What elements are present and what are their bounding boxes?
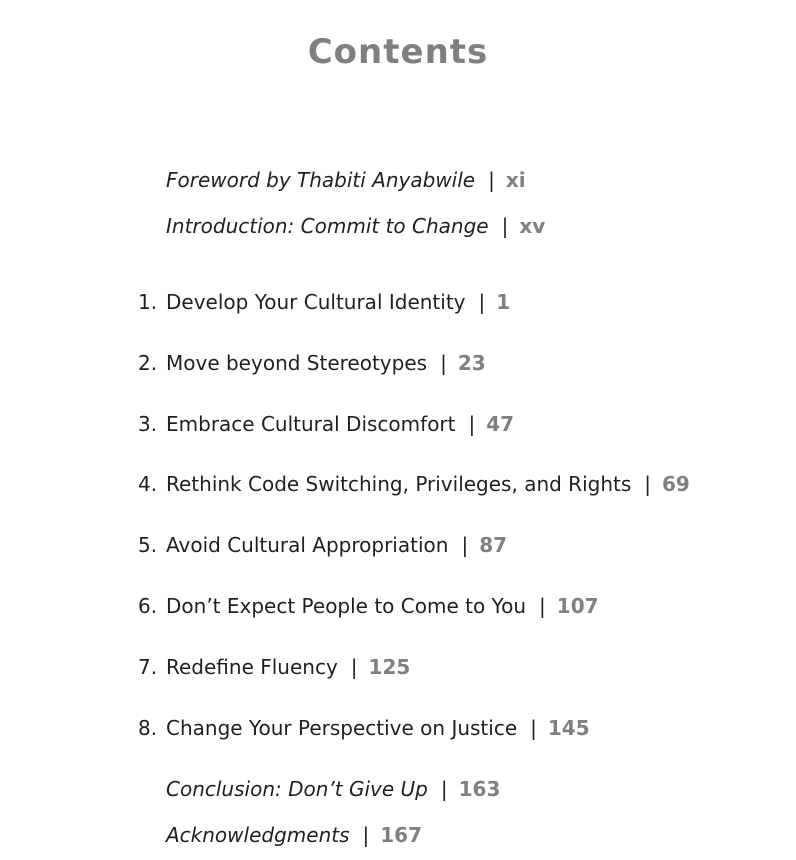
toc-page-number: 125 bbox=[368, 655, 411, 679]
toc-separator: | bbox=[440, 777, 448, 801]
toc-entry-label: Avoid Cultural Appropriation bbox=[166, 533, 449, 557]
toc-separator: | bbox=[440, 351, 447, 375]
toc-separator: | bbox=[478, 290, 486, 314]
toc-separator: | bbox=[461, 533, 469, 557]
toc-entry-label: Foreword by Thabiti Anyabwile bbox=[166, 168, 476, 192]
toc-separator: | bbox=[501, 214, 509, 238]
toc-separator: | bbox=[468, 412, 476, 436]
toc-page-number: 163 bbox=[458, 777, 501, 801]
toc-separator: | bbox=[362, 823, 370, 847]
chapter-number: 5. bbox=[138, 533, 158, 557]
toc-entry-label: Acknowledgments bbox=[166, 823, 350, 847]
toc-separator: | bbox=[350, 655, 358, 679]
toc-separator: | bbox=[644, 472, 652, 496]
toc-page-number: 145 bbox=[547, 716, 590, 740]
toc-page-number: 1 bbox=[496, 290, 511, 314]
toc-page-number: 107 bbox=[556, 594, 599, 618]
toc-page-number: 167 bbox=[380, 823, 423, 847]
toc-separator: | bbox=[530, 716, 537, 740]
toc-entry-label: Rethink Code Switching, Privileges, and Rights bbox=[166, 472, 632, 496]
toc-entry-label: Redefine Fluency bbox=[166, 655, 338, 679]
toc-entry-label: Embrace Cultural Discomfort bbox=[166, 412, 456, 436]
chapter-number: 7. bbox=[138, 655, 158, 679]
chapter-number: 4. bbox=[138, 472, 158, 496]
toc-page-number: 23 bbox=[457, 351, 486, 375]
toc-page-number: 87 bbox=[479, 533, 508, 557]
page-title: Contents bbox=[307, 32, 489, 72]
toc-page-number: xv bbox=[519, 214, 546, 238]
toc-entry-label: Conclusion: Don’t Give Up bbox=[166, 777, 428, 801]
toc-page-number: 69 bbox=[662, 472, 690, 496]
chapter-number: 2. bbox=[138, 351, 158, 375]
chapter-number: 8. bbox=[138, 716, 158, 740]
toc-page-number: 47 bbox=[486, 412, 515, 436]
chapter-number: 6. bbox=[138, 594, 158, 618]
chapter-number: 3. bbox=[138, 412, 158, 436]
toc-entry-label: Change Your Perspective on Justice bbox=[166, 716, 518, 740]
toc-entry-label: Don’t Expect People to Come to You bbox=[166, 594, 527, 618]
toc-page-number: xi bbox=[505, 168, 526, 192]
toc-entry-label: Introduction: Commit to Change bbox=[166, 214, 489, 238]
toc-entry-label: Move beyond Stereotypes bbox=[166, 351, 428, 375]
chapter-number: 1. bbox=[138, 290, 158, 314]
toc-entry-label: Develop Your Cultural Identity bbox=[166, 290, 466, 314]
toc-separator: | bbox=[539, 594, 546, 618]
toc-separator: | bbox=[488, 168, 495, 192]
